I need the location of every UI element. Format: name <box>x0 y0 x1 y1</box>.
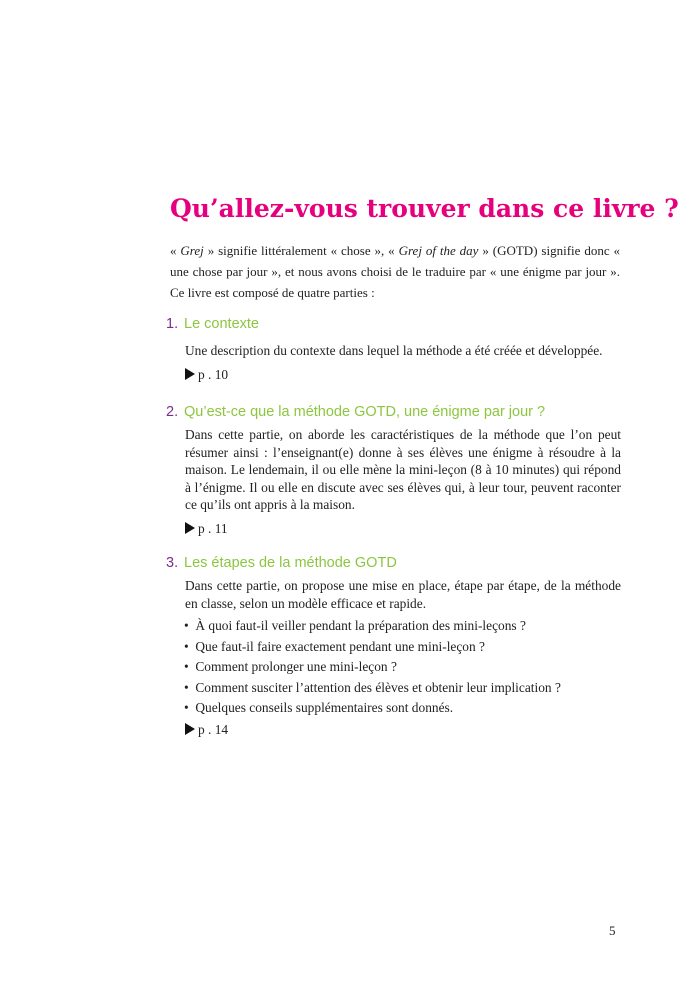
intro-text: « <box>170 243 181 258</box>
section-3 <box>166 555 626 739</box>
intro-text: » signifie littéralement « chose », « <box>203 243 399 258</box>
page-reference-text: p . 14 <box>198 721 229 737</box>
page-reference <box>185 721 626 739</box>
section-number: 2. <box>166 404 179 420</box>
section-number: 1. <box>166 316 179 332</box>
section-title: Qu’est-ce que la méthode GOTD, une énigme par jour ? <box>184 404 546 420</box>
list-item <box>184 637 626 658</box>
list-item <box>184 657 626 678</box>
section-body: Dans cette partie, on aborde les caractéristiques de la méthode que l’on peut résumer ainsi : l’enseignant(e) donne à ses élèves une énigme à résoudre à la maison. Le lendemain, il ou elle mène la mini-leçon (8 à 10 minutes) qui répond à l’énigme. Il ou elle en discute avec ses élèves qui, à leur tour, peuvent raconter ce qu’ils ont appris à la maison. <box>185 427 621 512</box>
section-number: 3. <box>166 555 179 571</box>
list-item-text: Quelques conseils supplémentaires sont donnés. <box>195 700 454 715</box>
play-triangle-icon <box>185 522 195 534</box>
section-title: Les étapes de la méthode GOTD <box>184 555 397 571</box>
intro-term-grej: Grej <box>180 243 204 258</box>
section-body: Une description du contexte dans lequel la méthode a été créée et développée. <box>185 343 603 358</box>
play-triangle-icon <box>185 368 195 380</box>
page-reference-text: p . 10 <box>198 366 229 382</box>
bullet-list <box>166 616 626 719</box>
page-number: 5 <box>609 923 616 938</box>
section-title: Le contexte <box>184 316 259 332</box>
section-body: Dans cette partie, on propose une mise en place, étape par étape, de la méthode en classe, selon un modèle efficace et rapide. <box>185 578 621 611</box>
bullet-marker: • <box>184 679 189 695</box>
section-heading <box>166 316 626 332</box>
section-heading <box>166 404 626 420</box>
page-reference <box>185 366 626 384</box>
play-triangle-icon <box>185 723 195 735</box>
page-title: Qu’allez-vous trouver dans ce livre ? <box>170 194 679 223</box>
page-reference <box>185 520 626 538</box>
list-item <box>184 616 626 637</box>
bullet-marker: • <box>184 638 189 654</box>
section-heading <box>166 555 626 571</box>
section-2 <box>166 404 626 538</box>
section-1 <box>166 316 626 384</box>
page-reference-text: p . 11 <box>198 520 228 536</box>
list-item <box>184 698 626 719</box>
list-item <box>184 678 626 699</box>
list-item-text: Comment susciter l’attention des élèves et obtenir leur implication ? <box>195 679 561 695</box>
intro-paragraph <box>170 240 620 303</box>
list-item-text: Comment prolonger une mini-leçon ? <box>195 659 397 674</box>
list-item-text: À quoi faut-il veiller pendant la préparation des mini-leçons ? <box>195 618 526 633</box>
intro-text: » (GOTD) signifie donc « une chose par jour », et nous avons choisi de le traduire par « une énigme par jour ». Ce livre est composé de quatre parties : <box>170 243 621 300</box>
intro-term-grej-of-the-day: Grej of the day <box>398 243 479 258</box>
list-item-text: Que faut-il faire exactement pendant une mini-leçon ? <box>195 638 485 654</box>
bullet-marker: • <box>184 700 189 715</box>
bullet-marker: • <box>184 659 189 674</box>
bullet-marker: • <box>184 618 189 633</box>
